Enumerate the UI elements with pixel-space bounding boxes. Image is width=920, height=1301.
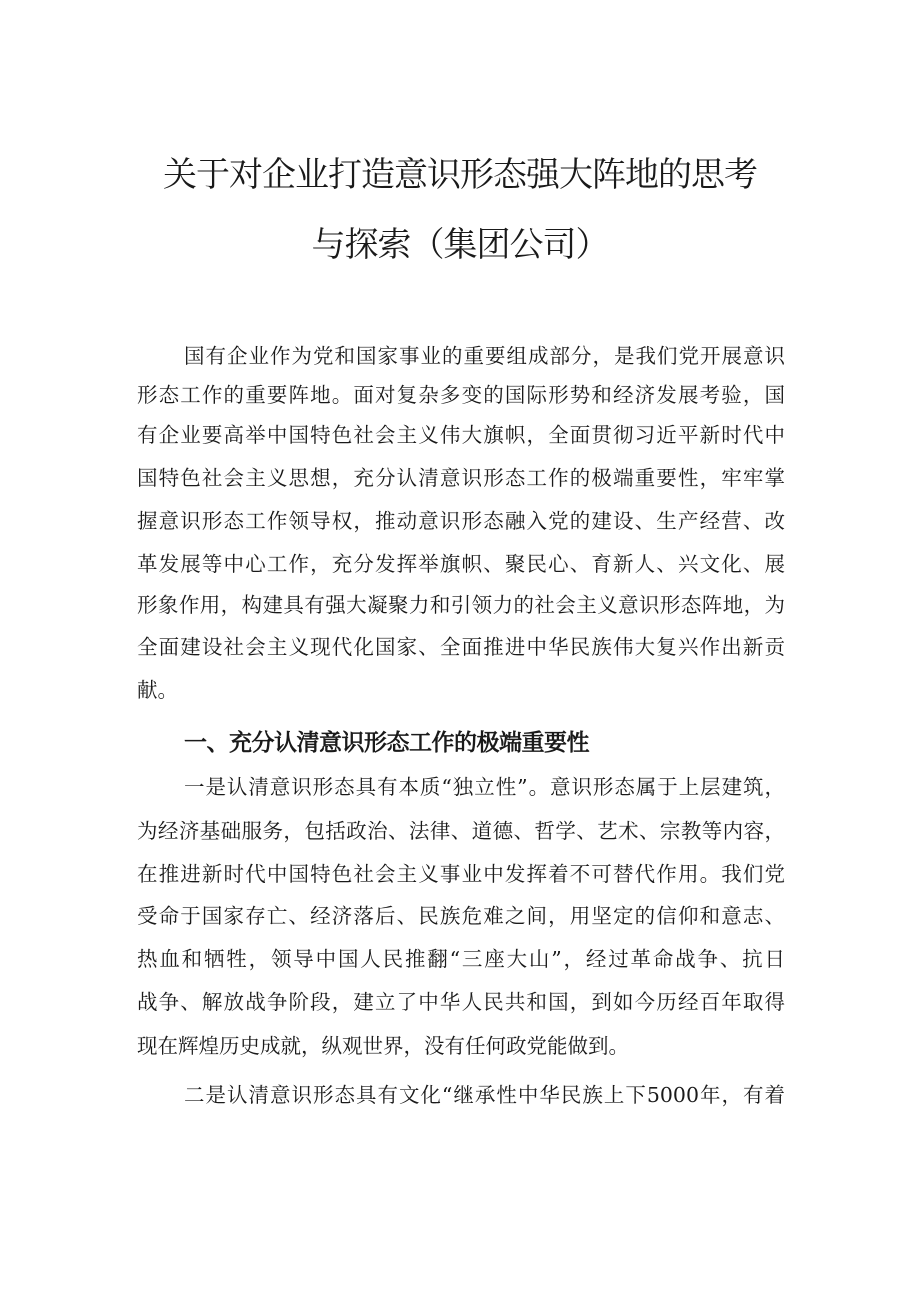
intro-line: 全面建设社会主义现代化国家、全面推进中华民族伟大复兴作出新贡 <box>137 635 785 659</box>
section1-line: 热血和牺牲，领导中国人民推翻“三座大山”，经过革命战争、抗日 <box>137 947 785 971</box>
intro-line: 有企业要高举中国特色社会主义伟大旗帜，全面贯彻习近平新时代中 <box>137 423 785 447</box>
intro-line: 献。 <box>137 678 178 702</box>
intro-line: 革发展等中心工作，充分发挥举旗帜、聚民心、育新人、兴文化、展 <box>137 552 785 576</box>
intro-line: 形象作用，构建具有强大凝聚力和引领力的社会主义意识形态阵地，为 <box>137 593 785 617</box>
document-title-line-1: 关于对企业打造意识形态强大阵地的思考 <box>163 155 757 195</box>
section-heading: 一、充分认清意识形态工作的极端重要性 <box>184 730 589 756</box>
section1-line: 在推进新时代中国特色社会主义事业中发挥着不可替代作用。我们党 <box>137 862 785 886</box>
section1-p2-line: 二是认清意识形态具有文化“继承性中华民族上下5000年，有着 <box>184 1083 785 1107</box>
document-title-line-2: 与探索（集团公司） <box>311 225 609 265</box>
section1-line: 一是认清意识形态具有本质“独立性”。意识形态属于上层建筑， <box>184 775 785 799</box>
section1-line: 为经济基础服务，包括政治、法律、道德、哲学、艺术、宗教等内容， <box>137 819 785 843</box>
intro-line: 国特色社会主义思想，充分认清意识形态工作的极端重要性，牢牢掌 <box>137 466 785 490</box>
intro-line: 形态工作的重要阵地。面对复杂多变的国际形势和经济发展考验，国 <box>137 383 785 407</box>
section1-line: 战争、解放战争阶段，建立了中华人民共和国，到如今历经百年取得 <box>137 990 785 1014</box>
intro-line: 国有企业作为党和国家事业的重要组成部分，是我们党开展意识 <box>184 344 785 368</box>
intro-line: 握意识形态工作领导权，推动意识形态融入党的建设、生产经营、改 <box>137 509 785 533</box>
section1-line: 现在辉煌历史成就，纵观世界，没有任何政党能做到。 <box>137 1034 629 1058</box>
section1-line: 受命于国家存亡、经济落后、民族危难之间，用坚定的信仰和意志、 <box>137 904 785 928</box>
